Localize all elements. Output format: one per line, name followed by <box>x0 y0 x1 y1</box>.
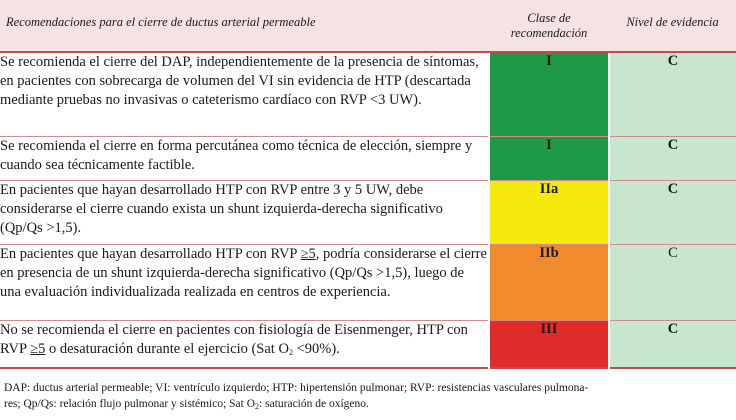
row-text: En pacientes que hayan desarrollado HTP con RVP entre 3 y 5 UW, debe considerarse el cierre cuando exista un shunt izquierda-derecha significativo (Qp/Qs >1,5). <box>0 180 489 244</box>
table-header <box>0 0 736 52</box>
table-row <box>0 52 736 136</box>
table-row <box>0 136 736 180</box>
row-level: C <box>609 52 736 136</box>
row-text-a: En pacientes que hayan desarrollado HTP con RVP <box>0 245 301 262</box>
row-text-c: <90%). <box>292 340 340 357</box>
row-level: C <box>609 180 736 244</box>
row-text-a: No se recomienda el cierre en pacientes con fisiología de Eisenmenger, HTP con RVP <box>0 321 468 357</box>
table-row <box>0 180 736 244</box>
header-recommendation: Recomendaciones para el cierre de ductus arterial permeable <box>6 15 316 29</box>
row-level: C <box>609 320 736 368</box>
row-class: III <box>489 320 609 368</box>
footnote <box>4 380 732 413</box>
row-text <box>0 320 489 368</box>
footnote-line2-b: : saturación de oxígeno. <box>259 398 369 410</box>
row-text-threshold: ≥5 <box>300 245 316 262</box>
row-text-subscript: 2 <box>288 347 293 357</box>
row-class: I <box>489 136 609 180</box>
header-class <box>489 0 609 52</box>
row-class: IIa <box>489 180 609 244</box>
header-class-line1: Clase de <box>527 11 571 25</box>
footnote-line2-a: res; Qp/Qs: relación flujo pulmonar y sistémico; Sat O <box>4 398 256 410</box>
row-class: IIb <box>489 244 609 320</box>
row-level: C <box>609 244 736 320</box>
footnote-line2 <box>4 396 732 413</box>
row-class: I <box>489 52 609 136</box>
row-level: C <box>609 136 736 180</box>
row-text-b: o desaturación durante el ejercicio (Sat O <box>45 340 289 357</box>
row-text <box>0 244 489 320</box>
row-text-b: , podría considerarse el cierre en presencia de un shunt izquierda-derecha significativo (Qp/Qs >1,5), luego de una evaluación individualizada realizada en centros de experiencia. <box>0 245 487 300</box>
row-text: Se recomienda el cierre en forma percutánea como técnica de elección, siempre y cuando sea técnicamente factible. <box>0 136 489 180</box>
header-level: Nivel de evidencia <box>626 15 719 29</box>
row-text: Se recomienda el cierre del DAP, independientemente de la presencia de síntomas, en pacientes con sobrecarga de volumen del VI sin evidencia de HTP (descartada mediante pruebas no invasivas o cateterismo cardíaco con RVP <3 UW). <box>0 52 489 136</box>
table-row <box>0 244 736 320</box>
table-row <box>0 320 736 368</box>
header-class-line2: recomendación <box>510 26 588 40</box>
footnote-subscript: 2 <box>255 402 260 411</box>
row-text-threshold: ≥5 <box>30 340 46 357</box>
footnote-line1: DAP: ductus arterial permeable; VI: ventrículo izquierdo; HTP: hipertensión pulmonar; RVP: resistencias vasculares pulmona- <box>4 382 589 394</box>
